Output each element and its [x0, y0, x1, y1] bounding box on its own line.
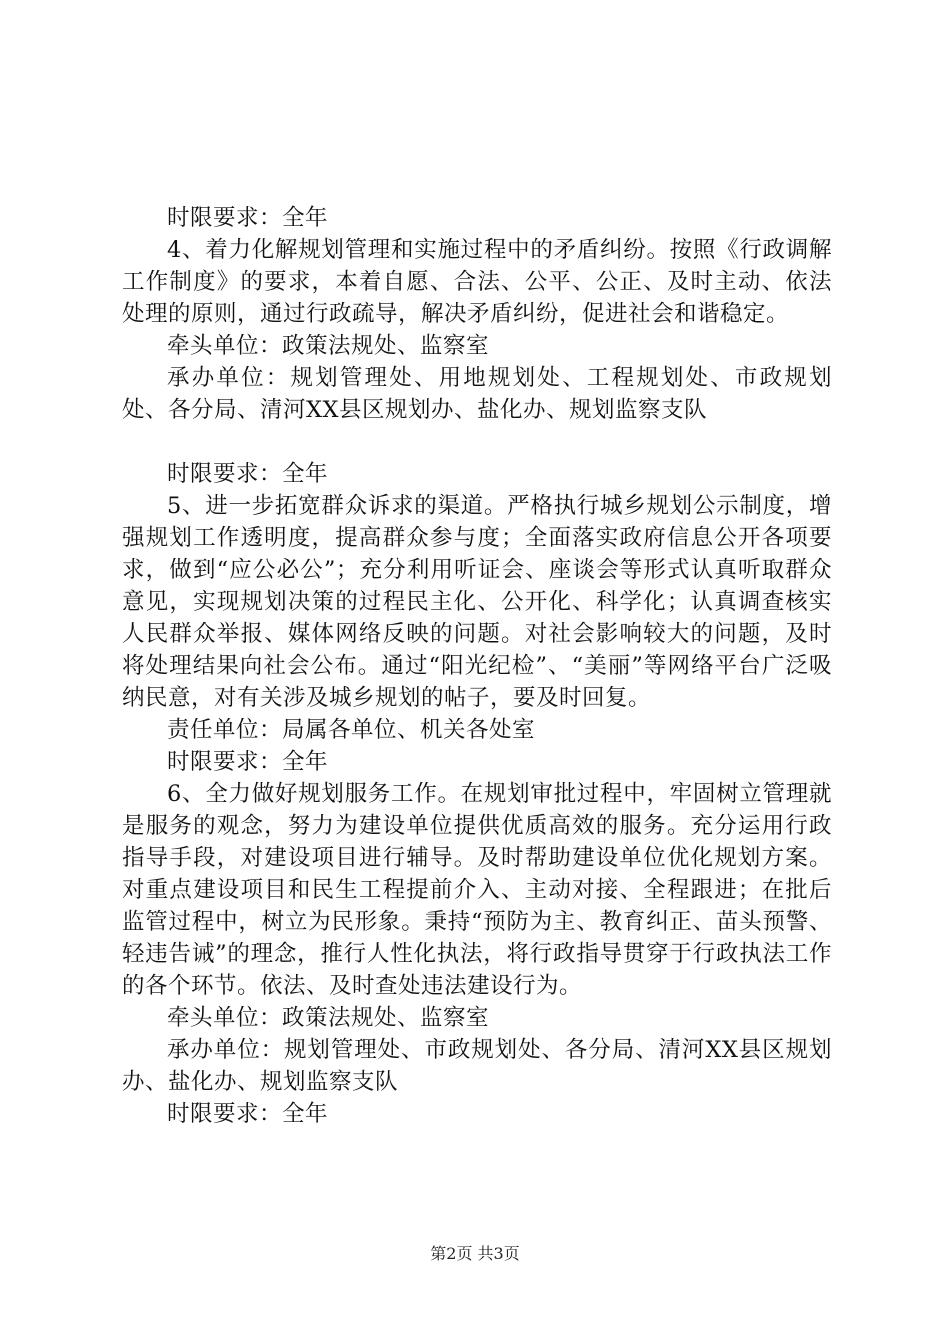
paragraph-responsible-unit: 责任单位：局属各单位、机关各处室: [167, 717, 536, 743]
page-number-footer: 第2页 共3页: [430, 1244, 520, 1263]
document-body: [122, 202, 832, 1130]
paragraph-deadline-2: 时限要求：全年: [167, 461, 329, 487]
paragraph-undertaking-unit-2: 承办单位：规划管理处、市政规划处、各分局、清河XX县区规划办、盐化办、规划监察支队: [122, 1037, 832, 1095]
paragraph-lead-unit-2: 牵头单位：政策法规处、监察室: [167, 1005, 490, 1031]
paragraph-lead-unit-1: 牵头单位：政策法规处、监察室: [167, 333, 490, 359]
paragraph-deadline-3: 时限要求：全年: [167, 749, 329, 775]
paragraph-deadline-1: 时限要求：全年: [167, 205, 329, 231]
paragraph-item-5: 5、进一步拓宽群众诉求的渠道。严格执行城乡规划公示制度，增强规划工作透明度，提高群众参与度；全面落实政府信息公开各项要求，做到“应公必公”；充分利用听证会、座谈会等形式认真听取群众意见，实现规划决策的过程民主化、公开化、科学化；认真调查核实人民群众举报、媒体网络反映的问题。对社会影响较大的问题，及时将处理结果向社会公布。通过“阳光纪检”、“美丽”等网络平台广泛吸纳民意，对有关涉及城乡规划的帖子，要及时回复。: [122, 493, 832, 711]
paragraph-item-4: 4、着力化解规划管理和实施过程中的矛盾纠纷。按照《行政调解工作制度》的要求，本着自愿、合法、公平、公正、及时主动、依法处理的原则，通过行政疏导，解决矛盾纠纷，促进社会和谐稳定。: [122, 237, 832, 327]
paragraph-undertaking-unit-1: 承办单位：规划管理处、用地规划处、工程规划处、市政规划处、各分局、清河XX县区规划办、盐化办、规划监察支队: [122, 365, 832, 423]
paragraph-deadline-4: 时限要求：全年: [167, 1101, 329, 1127]
paragraph-item-6: 6、全力做好规划服务工作。在规划审批过程中，牢固树立管理就是服务的观念，努力为建设单位提供优质高效的服务。充分运用行政指导手段，对建设项目进行辅导。及时帮助建设单位优化规划方案。对重点建设项目和民生工程提前介入、主动对接、全程跟进；在批后监管过程中，树立为民形象。秉持“预防为主、教育纠正、苗头预警、轻违告诫”的理念，推行人性化执法，将行政指导贯穿于行政执法工作的各个环节。依法、及时查处违法建设行为。: [122, 781, 832, 999]
